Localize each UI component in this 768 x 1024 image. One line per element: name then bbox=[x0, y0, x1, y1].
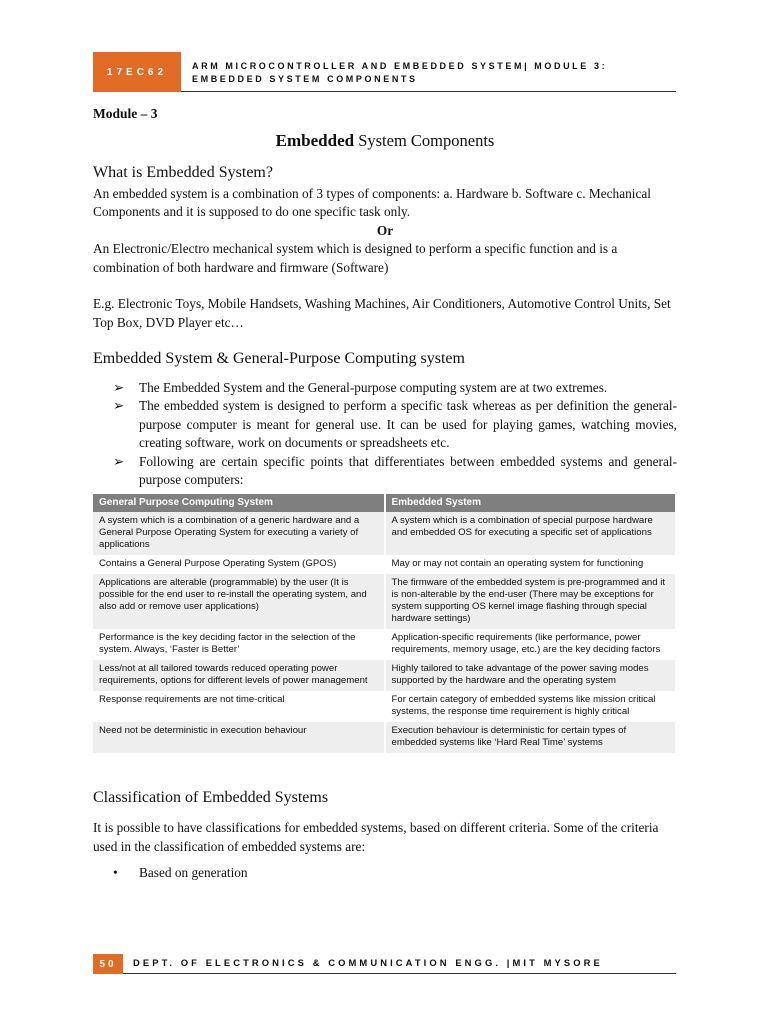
section-heading-classification: Classification of Embedded Systems bbox=[93, 788, 329, 806]
page-footer bbox=[93, 954, 676, 974]
course-code-badge: 17EC62 bbox=[93, 52, 181, 92]
arrow-bullet-icon: ➢ bbox=[113, 379, 125, 395]
definition-paragraph-2: An Electronic/Electro mechanical system which is designed to perform a specific function and is a combination of both hardware and firmware (Software) bbox=[93, 241, 618, 275]
bullet-item: ➢ The Embedded System and the General-purpose computing system are at two extremes. bbox=[93, 379, 677, 398]
table-cell: Less/not at all tailored towards reduced operating power requirements, options for different levels of power management bbox=[93, 660, 385, 691]
classification-bullets bbox=[93, 864, 677, 883]
table-row bbox=[93, 555, 676, 574]
comparison-bullets bbox=[93, 379, 677, 490]
table-cell: For certain category of embedded systems like mission critical systems, the response time requirement is highly critical bbox=[385, 691, 677, 722]
table-header-cell: Embedded System bbox=[385, 494, 677, 512]
footer-rule bbox=[123, 973, 676, 974]
header-rule bbox=[181, 91, 676, 92]
spacer bbox=[93, 753, 677, 789]
table-cell: May or may not contain an operating system for functioning bbox=[385, 555, 677, 574]
table-cell: Highly tailored to take advantage of the power saving modes supported by the hardware and the operating system bbox=[385, 660, 677, 691]
module-label: Module – 3 bbox=[93, 106, 158, 121]
bullet-item: • Based on generation bbox=[93, 864, 677, 883]
page-header bbox=[93, 52, 676, 92]
table-cell: Applications are alterable (programmable) by the user (It is possible for the end user to re-install the operating system, and also add or remove user applications) bbox=[93, 574, 385, 629]
table-row bbox=[93, 722, 676, 753]
examples-paragraph: E.g. Electronic Toys, Mobile Handsets, Washing Machines, Air Conditioners, Automotive Control Units, Set Top Box, DVD Player etc… bbox=[93, 296, 671, 330]
page-number-badge: 50 bbox=[93, 954, 123, 974]
table-cell: The firmware of the embedded system is pre-programmed and it is non-alterable by the end-user (There may be exceptions for system supporting OS kernel image flashing through special hardware settings) bbox=[385, 574, 677, 629]
table-row bbox=[93, 574, 676, 629]
dot-bullet-icon: • bbox=[113, 865, 118, 880]
arrow-bullet-icon: ➢ bbox=[113, 398, 125, 413]
section-heading-embedded-vs-gp: Embedded System & General-Purpose Computing system bbox=[93, 350, 465, 367]
table-cell: Contains a General Purpose Operating System (GPOS) bbox=[93, 555, 385, 574]
table-row bbox=[93, 629, 676, 660]
classification-paragraph: It is possible to have classifications for embedded systems, based on different criteria. Some of the criteria used in the classification of embedded systems are: bbox=[93, 820, 659, 854]
bullet-item: ➢ Following are certain specific points that differentiates between embedded systems and general-purpose computers: bbox=[113, 453, 677, 487]
document-title-bold: Embedded bbox=[275, 130, 355, 150]
table-cell: Need not be deterministic in execution behaviour bbox=[93, 722, 385, 753]
section-heading-what-is: What is Embedded System? bbox=[93, 164, 273, 181]
table-row bbox=[93, 512, 676, 555]
or-separator: Or bbox=[376, 222, 394, 238]
table-cell: Execution behaviour is deterministic for certain types of embedded systems like ‘Hard Real Time’ systems bbox=[385, 722, 677, 753]
table-cell: Response requirements are not time-critical bbox=[93, 691, 385, 722]
definition-paragraph-1: An embedded system is a combination of 3 types of components: a. Hardware b. Software c. Mechanical Components and it is supposed to do one specific task only. bbox=[93, 185, 651, 219]
bullet-item: ➢ The embedded system is designed to perform a specific task whereas as per definition the general-purpose computer is meant for general use. It can be used for playing games, watching movies, creating software, work on documents or spreadsheets etc. bbox=[113, 398, 677, 450]
table-cell: Application-specific requirements (like performance, power requirements, memory usage, etc.) are the key deciding factors bbox=[385, 629, 677, 660]
header-title: ARM MICROCONTROLLER AND EMBEDDED SYSTEM| MODULE 3: EMBEDDED SYSTEM COMPONENTS bbox=[192, 61, 608, 84]
page-content bbox=[93, 105, 677, 887]
document-title-rest: System Components bbox=[354, 130, 495, 150]
comparison-table bbox=[93, 494, 677, 753]
table-row bbox=[93, 660, 676, 691]
table-row bbox=[93, 691, 676, 722]
spacer bbox=[93, 277, 677, 295]
table-header-row bbox=[93, 494, 676, 512]
table-header-cell: General Purpose Computing System bbox=[93, 494, 385, 512]
footer-department: DEPT. OF ELECTRONICS & COMMUNICATION ENGG. |MIT MYSORE bbox=[133, 957, 603, 968]
spacer bbox=[93, 332, 677, 350]
arrow-bullet-icon: ➢ bbox=[113, 453, 125, 469]
table-cell: A system which is a combination of a generic hardware and a General Purpose Operating System for executing a variety of applications bbox=[93, 512, 385, 555]
table-cell: A system which is a combination of special purpose hardware and embedded OS for executing a specific set of applications bbox=[385, 512, 677, 555]
spacer bbox=[93, 809, 677, 819]
document-title bbox=[93, 132, 677, 151]
table-cell: Performance is the key deciding factor in the selection of the system. Always, ‘Faster is Better’ bbox=[93, 629, 385, 660]
